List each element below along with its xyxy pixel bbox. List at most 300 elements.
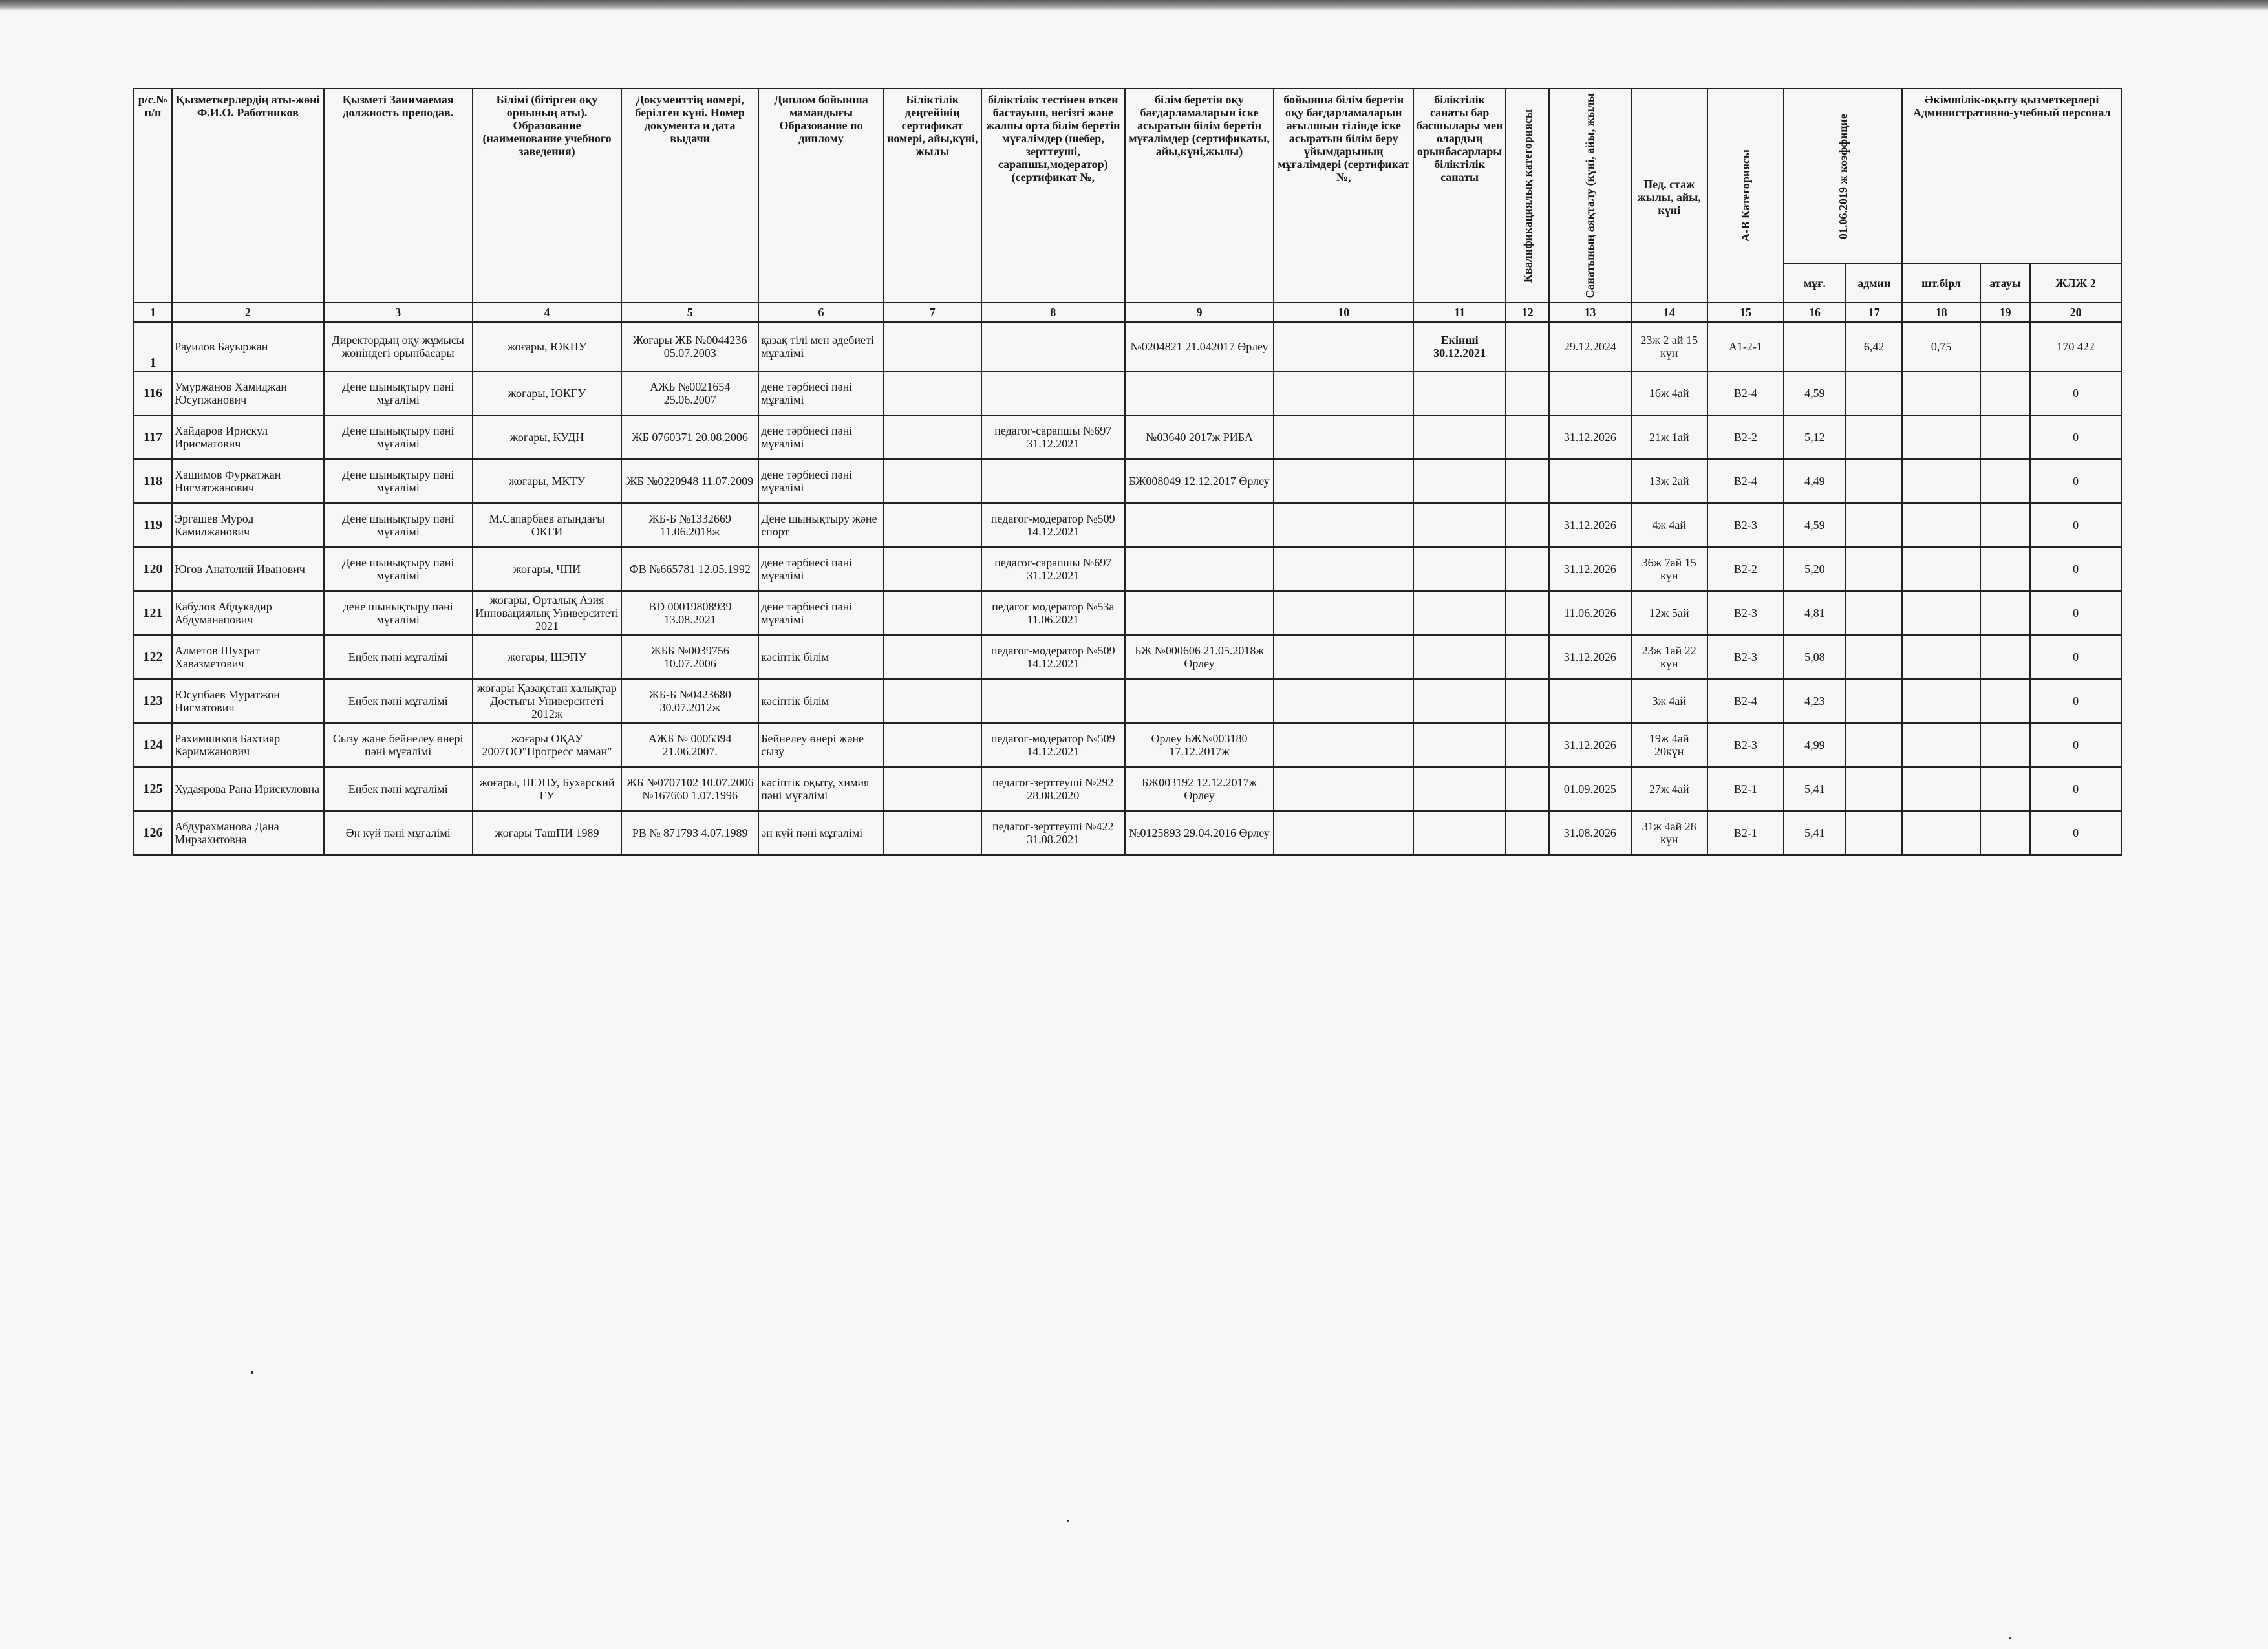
employee-name-cell: Рахимшиков Бахтияр Каримжанович [172, 723, 323, 767]
teacher-coefficient-cell: 5,41 [1784, 811, 1846, 855]
employee-name-cell: Хашимов Фуркатжан Нигматжанович [172, 459, 323, 503]
category-end-date-cell: 31.12.2026 [1549, 503, 1631, 547]
row-number-cell: 121 [134, 591, 172, 635]
salary-cell: 0 [2030, 415, 2121, 459]
program-certificate-cell: №0204821 21.042017 Өрлеу [1125, 322, 1274, 371]
ped-experience-cell: 23ж 2 ай 15 күн [1631, 322, 1707, 371]
category-end-date-cell: 31.08.2026 [1549, 811, 1631, 855]
teacher-coefficient-cell: 5,41 [1784, 767, 1846, 811]
title-cell [1980, 503, 2030, 547]
program-certificate-cell: БЖ003192 12.12.2017ж Өрлеу [1125, 767, 1274, 811]
scan-speck [251, 1371, 253, 1374]
management-category-cell: Екінші 30.12.2021 [1413, 322, 1506, 371]
ped-experience-cell: 16ж 4ай [1631, 371, 1707, 415]
category-end-date-cell [1549, 371, 1631, 415]
subheader-admin: админ [1846, 264, 1903, 303]
header-diploma-specialty: Диплом бойынша мамандығы Образование по диплому [758, 89, 884, 303]
diploma-specialty-cell: дене тәрбиесі пәні мұғалімі [758, 371, 884, 415]
teacher-coefficient-cell: 4,99 [1784, 723, 1846, 767]
category-end-date-cell: 01.09.2025 [1549, 767, 1631, 811]
col-number: 15 [1707, 303, 1784, 322]
ab-category-cell: В2-2 [1707, 415, 1784, 459]
col-number: 3 [324, 303, 473, 322]
ped-experience-cell: 23ж 1ай 22 күн [1631, 635, 1707, 679]
header-qualification-category [1506, 89, 1549, 303]
row-number-cell: 122 [134, 635, 172, 679]
header-ab-category [1707, 89, 1784, 303]
qualification-certificate-cell [884, 635, 981, 679]
header-coefficient-text: 01.06.2019 ж коэффицие [1836, 113, 1850, 239]
program-certificate-cell [1125, 591, 1274, 635]
program-certificate-cell [1125, 371, 1274, 415]
diploma-specialty-cell: дене тәрбиесі пәні мұғалімі [758, 415, 884, 459]
admin-coefficient-cell [1846, 767, 1903, 811]
salary-cell: 0 [2030, 591, 2121, 635]
program-certificate-cell: №03640 2017ж РИБА [1125, 415, 1274, 459]
program-certificate-cell [1125, 503, 1274, 547]
admin-coefficient-cell [1846, 723, 1903, 767]
header-qualification-test: біліктілік тестінен өткен бастауыш, негізгі және жалпы орта білім беретін мұғалімдер (шебер, зерттеуші, сарапшы,модератор)(сертификат №, [981, 89, 1125, 303]
program-certificate-cell: Өрлеу БЖ№003180 17.12.2017ж [1125, 723, 1274, 767]
education-cell: жоғары Қазақстан халықтар Достығы Университеті 2012ж [473, 679, 621, 723]
header-position: Қызметі Занимаемая должность преподав. [324, 89, 473, 303]
col-number: 12 [1506, 303, 1549, 322]
title-cell [1980, 459, 2030, 503]
table-row [134, 415, 2121, 459]
employee-name-cell: Абдурахманова Дана Мирзахитовна [172, 811, 323, 855]
education-cell: жоғары, Орталық Азия Инновациялық Университеті 2021 [473, 591, 621, 635]
qualification-category-cell [1506, 503, 1549, 547]
employee-name-cell: Умуржанов Хамиджан Юсупжанович [172, 371, 323, 415]
qualification-test-cell: педагог-модератор №509 14.12.2021 [981, 503, 1125, 547]
row-number-cell: 116 [134, 371, 172, 415]
employee-name-cell: Югов Анатолий Иванович [172, 547, 323, 591]
english-certificate-cell [1274, 635, 1413, 679]
category-end-date-cell: 31.12.2026 [1549, 635, 1631, 679]
staff-unit-cell [1902, 547, 1980, 591]
col-number: 8 [981, 303, 1125, 322]
management-category-cell [1413, 767, 1506, 811]
col-number: 2 [172, 303, 323, 322]
row-number-cell: 120 [134, 547, 172, 591]
salary-cell: 0 [2030, 371, 2121, 415]
admin-coefficient-cell [1846, 811, 1903, 855]
qualification-test-cell [981, 679, 1125, 723]
employee-name-cell: Алметов Шухрат Хавазметович [172, 635, 323, 679]
english-certificate-cell [1274, 723, 1413, 767]
header-document: Документтің номері, берілген күні. Номер документа и дата выдачи [621, 89, 758, 303]
qualification-test-cell: педагог-сарапшы №697 31.12.2021 [981, 547, 1125, 591]
ped-experience-cell: 3ж 4ай [1631, 679, 1707, 723]
salary-cell: 0 [2030, 723, 2121, 767]
table-row [134, 723, 2121, 767]
salary-cell: 0 [2030, 635, 2121, 679]
diploma-specialty-cell: дене тәрбиесі пәні мұғалімі [758, 591, 884, 635]
employee-name-cell: Эргашев Мурод Камилжанович [172, 503, 323, 547]
management-category-cell [1413, 503, 1506, 547]
qualification-test-cell: педагог модератор №53а 11.06.2021 [981, 591, 1125, 635]
header-coefficient [1784, 89, 1902, 264]
header-ab-category-text: А-В Категориясы [1738, 149, 1752, 242]
qualification-category-cell [1506, 811, 1549, 855]
salary-cell: 0 [2030, 679, 2121, 723]
english-certificate-cell [1274, 371, 1413, 415]
ab-category-cell: В2-3 [1707, 503, 1784, 547]
scan-top-edge [0, 0, 2268, 10]
row-number-cell: 124 [134, 723, 172, 767]
header-qualification-certificate: Біліктілік деңгейінің сертификат номері, айы,күні, жылы [884, 89, 981, 303]
title-cell [1980, 415, 2030, 459]
document-cell: ЖБ-Б №1332669 11.06.2018ж [621, 503, 758, 547]
staff-unit-cell [1902, 679, 1980, 723]
category-end-date-cell: 11.06.2026 [1549, 591, 1631, 635]
employee-name-cell: Худаярова Рана Ирискуловна [172, 767, 323, 811]
qualification-category-cell [1506, 635, 1549, 679]
staff-table-sheet [133, 88, 2122, 856]
qualification-test-cell: педагог-модератор №509 14.12.2021 [981, 723, 1125, 767]
qualification-category-cell [1506, 591, 1549, 635]
subheader-teacher: мұғ. [1784, 264, 1846, 303]
ab-category-cell: В2-3 [1707, 723, 1784, 767]
header-category-end-date-text: Санатының аяқталу (күні, айы, жылы [1583, 93, 1597, 299]
qualification-certificate-cell [884, 767, 981, 811]
program-certificate-cell: БЖ008049 12.12.2017 Өрлеу [1125, 459, 1274, 503]
salary-cell: 170 422 [2030, 322, 2121, 371]
ab-category-cell: В2-4 [1707, 679, 1784, 723]
table-row [134, 547, 2121, 591]
header-admin-staff: Әкімшілік-оқыту қызметкерлері Административно-учебный персонал [1902, 89, 2121, 264]
category-end-date-cell [1549, 459, 1631, 503]
row-number-cell: 119 [134, 503, 172, 547]
qualification-certificate-cell [884, 503, 981, 547]
management-category-cell [1413, 635, 1506, 679]
col-number: 18 [1902, 303, 1980, 322]
col-number: 9 [1125, 303, 1274, 322]
table-row [134, 811, 2121, 855]
admin-coefficient-cell: 6,42 [1846, 322, 1903, 371]
col-number: 4 [473, 303, 621, 322]
teacher-coefficient-cell: 5,20 [1784, 547, 1846, 591]
subheader-title: атауы [1980, 264, 2030, 303]
table-row [134, 503, 2121, 547]
admin-coefficient-cell [1846, 679, 1903, 723]
document-cell: ЖБ №0220948 11.07.2009 [621, 459, 758, 503]
education-cell: жоғары, ШЭПУ, Бухарский ГУ [473, 767, 621, 811]
english-certificate-cell [1274, 767, 1413, 811]
education-cell: жоғары, ЧПИ [473, 547, 621, 591]
management-category-cell [1413, 371, 1506, 415]
qualification-category-cell [1506, 371, 1549, 415]
ped-experience-cell: 27ж 4ай [1631, 767, 1707, 811]
scan-speck [2009, 1637, 2011, 1639]
scan-speck [1067, 1520, 1069, 1522]
table-row [134, 635, 2121, 679]
employee-name-cell: Юсупбаев Муратжон Нигматович [172, 679, 323, 723]
ped-experience-cell: 13ж 2ай [1631, 459, 1707, 503]
admin-coefficient-cell [1846, 415, 1903, 459]
teacher-coefficient-cell: 4,23 [1784, 679, 1846, 723]
header-english-teachers: бойынша білім беретін оқу бағдарламаларын ағылшын тілінде іске асыратын білім беру ұйымдарының мұғалімдері (сертификат №, [1274, 89, 1413, 303]
col-number: 20 [2030, 303, 2121, 322]
admin-coefficient-cell [1846, 371, 1903, 415]
position-cell: дене шынықтыру пәні мұғалімі [324, 591, 473, 635]
table-row [134, 767, 2121, 811]
col-number: 13 [1549, 303, 1631, 322]
document-cell: ЖБ-Б №0423680 30.07.2012ж [621, 679, 758, 723]
diploma-specialty-cell: қазақ тілі мен әдебиеті мұғалімі [758, 322, 884, 371]
col-number: 5 [621, 303, 758, 322]
category-end-date-cell: 29.12.2024 [1549, 322, 1631, 371]
ab-category-cell: В2-3 [1707, 591, 1784, 635]
qualification-category-cell [1506, 415, 1549, 459]
document-cell: ЖБ №0707102 10.07.2006 №167660 1.07.1996 [621, 767, 758, 811]
position-cell: Ән күй пәні мұғалімі [324, 811, 473, 855]
staff-unit-cell [1902, 723, 1980, 767]
program-certificate-cell [1125, 679, 1274, 723]
row-number-cell: 117 [134, 415, 172, 459]
table-row [134, 459, 2121, 503]
table-row [134, 322, 2121, 371]
education-cell: жоғары, ШЭПУ [473, 635, 621, 679]
ped-experience-cell: 36ж 7ай 15 күн [1631, 547, 1707, 591]
col-number: 16 [1784, 303, 1846, 322]
management-category-cell [1413, 723, 1506, 767]
staff-unit-cell [1902, 459, 1980, 503]
qualification-certificate-cell [884, 459, 981, 503]
row-number-cell: 1 [134, 322, 172, 371]
diploma-specialty-cell: дене тәрбиесі пәні мұғалімі [758, 547, 884, 591]
row-number-cell: 118 [134, 459, 172, 503]
education-cell: жоғары, ЮКГУ [473, 371, 621, 415]
title-cell [1980, 767, 2030, 811]
admin-coefficient-cell [1846, 635, 1903, 679]
qualification-category-cell [1506, 322, 1549, 371]
qualification-certificate-cell [884, 811, 981, 855]
header-management-category: біліктілік санаты бар басшылары мен олардың орынбасарлары біліктілік санаты [1413, 89, 1506, 303]
col-number: 7 [884, 303, 981, 322]
english-certificate-cell [1274, 591, 1413, 635]
qualification-test-cell [981, 322, 1125, 371]
qualification-certificate-cell [884, 371, 981, 415]
ped-experience-cell: 21ж 1ай [1631, 415, 1707, 459]
position-cell: Еңбек пәні мұғалімі [324, 635, 473, 679]
document-cell: АЖБ № 0005394 21.06.2007. [621, 723, 758, 767]
title-cell [1980, 811, 2030, 855]
qualification-test-cell: педагог-сарапшы №697 31.12.2021 [981, 415, 1125, 459]
ped-experience-cell: 31ж 4ай 28 күн [1631, 811, 1707, 855]
header-qualification-category-text: Квалификациялық категориясы [1521, 109, 1534, 283]
english-certificate-cell [1274, 547, 1413, 591]
title-cell [1980, 371, 2030, 415]
category-end-date-cell: 31.12.2026 [1549, 415, 1631, 459]
teacher-coefficient-cell: 4,59 [1784, 371, 1846, 415]
position-cell: Сызу және бейнелеу өнері пәні мұғалімі [324, 723, 473, 767]
table-row [134, 591, 2121, 635]
diploma-specialty-cell: кәсіптік білім [758, 635, 884, 679]
employee-name-cell: Хайдаров Ирискул Ирисматович [172, 415, 323, 459]
col-number: 6 [758, 303, 884, 322]
category-end-date-cell [1549, 679, 1631, 723]
teacher-coefficient-cell: 5,12 [1784, 415, 1846, 459]
position-cell: Дене шынықтыру пәні мұғалімі [324, 547, 473, 591]
qualification-category-cell [1506, 459, 1549, 503]
staff-unit-cell [1902, 371, 1980, 415]
salary-cell: 0 [2030, 459, 2121, 503]
employee-name-cell: Кабулов Абдукадир Абдуманапович [172, 591, 323, 635]
teacher-coefficient-cell: 5,08 [1784, 635, 1846, 679]
ped-experience-cell: 19ж 4ай 20күн [1631, 723, 1707, 767]
row-number-cell: 126 [134, 811, 172, 855]
admin-coefficient-cell [1846, 503, 1903, 547]
qualification-test-cell [981, 371, 1125, 415]
teacher-coefficient-cell: 4,59 [1784, 503, 1846, 547]
staff-unit-cell [1902, 503, 1980, 547]
position-cell: Дене шынықтыру пәні мұғалімі [324, 415, 473, 459]
document-cell: BD 00019808939 13.08.2021 [621, 591, 758, 635]
title-cell [1980, 679, 2030, 723]
header-ped-experience: Пед. стаж жылы, айы, күні [1631, 89, 1707, 303]
row-number-cell: 125 [134, 767, 172, 811]
management-category-cell [1413, 679, 1506, 723]
qualification-certificate-cell [884, 591, 981, 635]
english-certificate-cell [1274, 459, 1413, 503]
category-end-date-cell: 31.12.2026 [1549, 723, 1631, 767]
header-category-end-date [1549, 89, 1631, 303]
table-row [134, 679, 2121, 723]
document-cell: ЖБ 0760371 20.08.2006 [621, 415, 758, 459]
qualification-test-cell: педагог-зерттеуші №292 28.08.2020 [981, 767, 1125, 811]
diploma-specialty-cell: Бейнелеу өнері және сызу [758, 723, 884, 767]
ped-experience-cell: 4ж 4ай [1631, 503, 1707, 547]
salary-cell: 0 [2030, 503, 2121, 547]
ab-category-cell: В2-3 [1707, 635, 1784, 679]
staff-table [133, 88, 2122, 856]
header-full-name: Қызметкерлердің аты-жөні Ф.И.О. Работников [172, 89, 323, 303]
position-cell: Дене шынықтыру пәні мұғалімі [324, 371, 473, 415]
program-certificate-cell: БЖ №000606 21.05.2018ж Өрлеу [1125, 635, 1274, 679]
qualification-test-cell: педагог-модератор №509 14.12.2021 [981, 635, 1125, 679]
subheader-salary: ЖЛЖ 2 [2030, 264, 2121, 303]
english-certificate-cell [1274, 415, 1413, 459]
position-cell: Еңбек пәні мұғалімі [324, 679, 473, 723]
staff-unit-cell [1902, 635, 1980, 679]
ped-experience-cell: 12ж 5ай [1631, 591, 1707, 635]
column-number-row [134, 303, 2121, 322]
col-number: 1 [134, 303, 172, 322]
teacher-coefficient-cell: 4,49 [1784, 459, 1846, 503]
program-certificate-cell [1125, 547, 1274, 591]
diploma-specialty-cell: ән күй пәні мұғалімі [758, 811, 884, 855]
qualification-category-cell [1506, 547, 1549, 591]
english-certificate-cell [1274, 322, 1413, 371]
salary-cell: 0 [2030, 767, 2121, 811]
education-cell: жоғары, ЮКПУ [473, 322, 621, 371]
header-program-teachers: білім беретін оқу бағдарламаларын іске асыратын білім беретін мұғалімдер (сертификаты, айы,күні,жылы) [1125, 89, 1274, 303]
program-certificate-cell: №0125893 29.04.2016 Өрлеу [1125, 811, 1274, 855]
english-certificate-cell [1274, 679, 1413, 723]
salary-cell: 0 [2030, 811, 2121, 855]
english-certificate-cell [1274, 811, 1413, 855]
ab-category-cell: В2-4 [1707, 371, 1784, 415]
diploma-specialty-cell: кәсіптік оқыту, химия пәні мұғалімі [758, 767, 884, 811]
qualification-certificate-cell [884, 679, 981, 723]
staff-unit-cell [1902, 767, 1980, 811]
salary-cell: 0 [2030, 547, 2121, 591]
category-end-date-cell: 31.12.2026 [1549, 547, 1631, 591]
title-cell [1980, 591, 2030, 635]
col-number: 10 [1274, 303, 1413, 322]
ab-category-cell: В2-4 [1707, 459, 1784, 503]
ab-category-cell: В2-1 [1707, 811, 1784, 855]
admin-coefficient-cell [1846, 459, 1903, 503]
row-number-cell: 123 [134, 679, 172, 723]
staff-unit-cell [1902, 415, 1980, 459]
diploma-specialty-cell: Дене шынықтыру және спорт [758, 503, 884, 547]
document-cell: ФВ №665781 12.05.1992 [621, 547, 758, 591]
education-cell: жоғары ОҚАУ 2007ОО"Прогресс маман" [473, 723, 621, 767]
header-education: Білімі (бітірген оқу орнының аты). Образование (наименование учебного заведения) [473, 89, 621, 303]
teacher-coefficient-cell [1784, 322, 1846, 371]
position-cell: Еңбек пәні мұғалімі [324, 767, 473, 811]
education-cell: жоғары ТашПИ 1989 [473, 811, 621, 855]
qualification-category-cell [1506, 679, 1549, 723]
document-cell: АЖБ №0021654 25.06.2007 [621, 371, 758, 415]
management-category-cell [1413, 811, 1506, 855]
qualification-category-cell [1506, 723, 1549, 767]
management-category-cell [1413, 459, 1506, 503]
title-cell [1980, 723, 2030, 767]
management-category-cell [1413, 415, 1506, 459]
ab-category-cell: В2-1 [1707, 767, 1784, 811]
management-category-cell [1413, 547, 1506, 591]
position-cell: Дене шынықтыру пәні мұғалімі [324, 459, 473, 503]
position-cell: Директордың оқу жұмысы жөніндегі орынбасары [324, 322, 473, 371]
qualification-certificate-cell [884, 723, 981, 767]
title-cell [1980, 635, 2030, 679]
education-cell: жоғары, МКТУ [473, 459, 621, 503]
education-cell: жоғары, КУДН [473, 415, 621, 459]
col-number: 11 [1413, 303, 1506, 322]
col-number: 14 [1631, 303, 1707, 322]
qualification-category-cell [1506, 767, 1549, 811]
header-number: р/с.№ п/п [134, 89, 172, 303]
document-cell: ЖББ №0039756 10.07.2006 [621, 635, 758, 679]
diploma-specialty-cell: кәсіптік білім [758, 679, 884, 723]
title-cell [1980, 547, 2030, 591]
qualification-test-cell [981, 459, 1125, 503]
english-certificate-cell [1274, 503, 1413, 547]
admin-coefficient-cell [1846, 591, 1903, 635]
qualification-certificate-cell [884, 415, 981, 459]
document-cell: РВ № 871793 4.07.1989 [621, 811, 758, 855]
position-cell: Дене шынықтыру пәні мұғалімі [324, 503, 473, 547]
table-row [134, 371, 2121, 415]
qualification-certificate-cell [884, 547, 981, 591]
qualification-test-cell: педагог-зерттеуші №422 31.08.2021 [981, 811, 1125, 855]
management-category-cell [1413, 591, 1506, 635]
staff-unit-cell [1902, 811, 1980, 855]
col-number: 17 [1846, 303, 1903, 322]
col-number: 19 [1980, 303, 2030, 322]
staff-rows [134, 322, 2121, 855]
teacher-coefficient-cell: 4,81 [1784, 591, 1846, 635]
document-cell: Жоғары ЖБ №0044236 05.07.2003 [621, 322, 758, 371]
title-cell [1980, 322, 2030, 371]
admin-coefficient-cell [1846, 547, 1903, 591]
staff-unit-cell: 0,75 [1902, 322, 1980, 371]
ab-category-cell: А1-2-1 [1707, 322, 1784, 371]
ab-category-cell: В2-2 [1707, 547, 1784, 591]
